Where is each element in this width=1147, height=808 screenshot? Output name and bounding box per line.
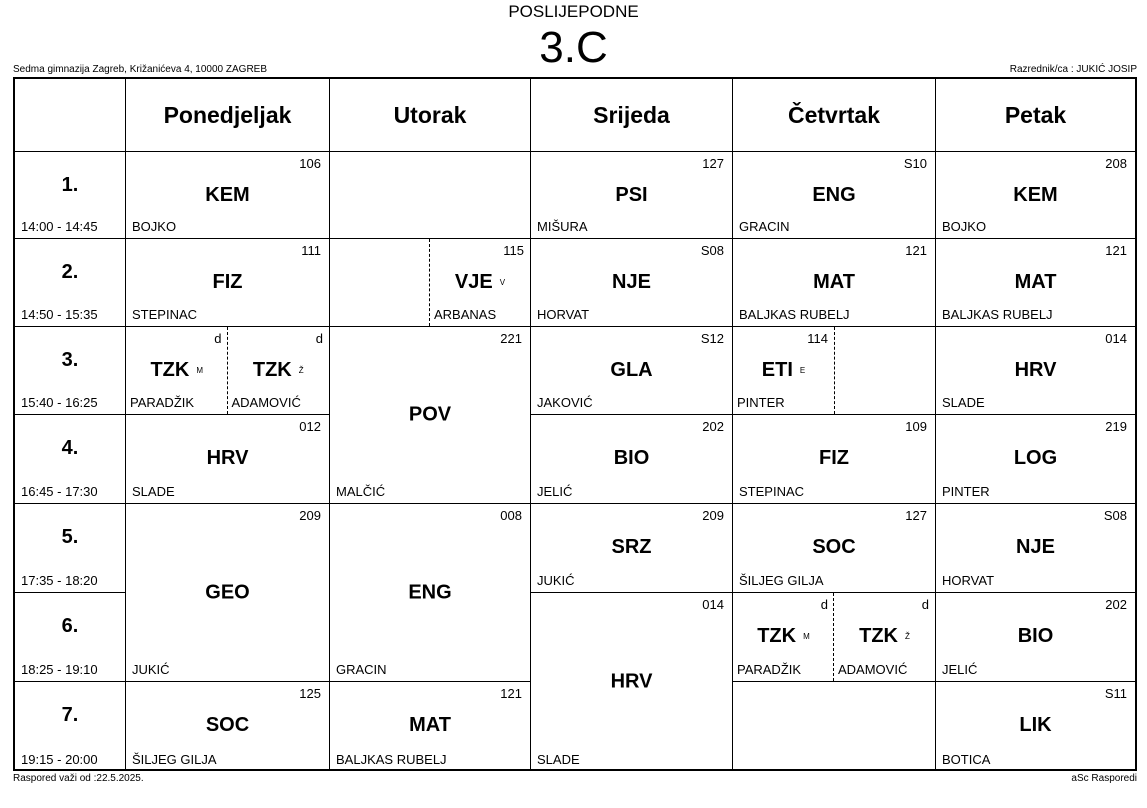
- subject-code: MAT: [813, 271, 855, 293]
- class-title: 3.C: [539, 23, 608, 72]
- subject-text: TZK: [252, 359, 292, 381]
- lesson-group: [833, 593, 935, 681]
- period-cell: [15, 239, 126, 327]
- teacher-name: BOJKO: [132, 219, 177, 234]
- lesson-cell-split: [126, 327, 330, 415]
- day-header-tuesday: Utorak: [330, 79, 531, 152]
- period-time: 17:35 - 18:20: [21, 573, 98, 588]
- shift-label: POSLIJEPODNE: [508, 2, 639, 21]
- subject-code: [733, 625, 834, 648]
- teacher-name: JELIĆ: [537, 484, 573, 499]
- teacher-name: HORVAT: [537, 307, 590, 322]
- class-teacher: Razrednik/ca : JUKIĆ JOSIP: [1009, 64, 1137, 75]
- lesson-cell: [936, 415, 1135, 504]
- lesson-cell: [733, 415, 936, 504]
- period-time: 14:00 - 14:45: [21, 219, 98, 234]
- teacher-name: PINTER: [942, 484, 990, 499]
- room-number: 115: [503, 243, 524, 258]
- room-number: d: [820, 597, 828, 612]
- group-tag: E: [799, 366, 806, 375]
- subject-code: SOC: [205, 714, 250, 736]
- lesson-cell: [531, 327, 733, 415]
- teacher-name: JELIĆ: [942, 662, 978, 677]
- teacher-name: BALJKAS RUBELJ: [336, 752, 447, 767]
- period-time: 18:25 - 19:10: [21, 662, 98, 677]
- subject-code: GEO: [205, 581, 250, 603]
- subject-code: NJE: [612, 271, 651, 293]
- period-cell: [15, 152, 126, 239]
- empty-lesson-cell: [733, 682, 936, 771]
- room-number: 012: [299, 419, 321, 434]
- period-cell: [15, 415, 126, 504]
- room-number: 014: [702, 597, 724, 612]
- day-header-thursday: Četvrtak: [733, 79, 936, 152]
- day-header-monday: Ponedjeljak: [126, 79, 330, 152]
- lesson-cell: [936, 327, 1135, 415]
- room-number: 121: [1105, 243, 1127, 258]
- lesson-cell-split: [733, 593, 936, 682]
- group-tag: M: [196, 366, 204, 375]
- subject-code: PSI: [615, 184, 648, 206]
- subject-code: ENG: [812, 184, 856, 206]
- lesson-cell: [126, 682, 330, 771]
- lesson-cell: [936, 239, 1135, 327]
- lesson-cell: [330, 682, 531, 771]
- lesson-group: [733, 593, 834, 681]
- room-number: 109: [905, 419, 927, 434]
- subject-code: HRV: [610, 670, 653, 693]
- subject-code: KEM: [205, 184, 250, 206]
- subject-code: ENG: [408, 581, 452, 603]
- software-brand: aSc Rasporedi: [1071, 773, 1137, 784]
- room-number: 202: [1105, 597, 1127, 612]
- teacher-name: BALJKAS RUBELJ: [942, 307, 1053, 322]
- period-number: 2.: [61, 261, 79, 283]
- subject-code: HRV: [206, 447, 249, 469]
- room-number: S08: [700, 243, 724, 258]
- timetable-grid: [13, 77, 1137, 771]
- lesson-cell: [936, 593, 1135, 682]
- school-address: Sedma gimnazija Zagreb, Križanićeva 4, 10000 ZAGREB: [13, 64, 268, 75]
- lesson-cell: [936, 152, 1135, 239]
- subject-code: [430, 271, 530, 294]
- period-number: 7.: [61, 704, 79, 726]
- lesson-cell: [126, 415, 330, 504]
- teacher-name: ADAMOVIĆ: [838, 662, 908, 677]
- lesson-cell-double: [330, 504, 531, 682]
- lesson-cell: [733, 239, 936, 327]
- lesson-cell-double: [126, 504, 330, 682]
- teacher-name: BALJKAS RUBELJ: [739, 307, 850, 322]
- day-header-friday: Petak: [936, 79, 1135, 152]
- teacher-name: MIŠURA: [537, 219, 588, 234]
- subject-text: ETI: [761, 359, 793, 381]
- period-number: 3.: [61, 349, 79, 371]
- subject-code: [228, 359, 330, 382]
- room-number: 125: [299, 686, 321, 701]
- room-number: 121: [500, 686, 522, 701]
- teacher-name: GRACIN: [336, 662, 387, 677]
- period-number: 1.: [61, 174, 79, 196]
- room-number: 121: [905, 243, 927, 258]
- period-time: 19:15 - 20:00: [21, 752, 98, 767]
- teacher-name: ŠILJEG GILJA: [739, 573, 824, 588]
- lesson-cell: [531, 239, 733, 327]
- room-number: S10: [903, 156, 927, 171]
- period-time: 16:45 - 17:30: [21, 484, 98, 499]
- subject-code: HRV: [1014, 359, 1057, 381]
- period-time: 14:50 - 15:35: [21, 307, 98, 322]
- lesson-group: [227, 327, 330, 414]
- room-number: d: [214, 331, 222, 346]
- lesson-cell-split: [733, 327, 936, 415]
- room-number: 127: [702, 156, 724, 171]
- room-number: 219: [1105, 419, 1127, 434]
- period-number: 4.: [61, 437, 79, 459]
- room-number: 209: [299, 508, 321, 523]
- corner-cell: [15, 79, 126, 152]
- teacher-name: MALČIĆ: [336, 484, 386, 499]
- subject-code: POV: [408, 403, 452, 426]
- room-number: S11: [1104, 686, 1127, 701]
- room-number: d: [315, 331, 323, 346]
- lesson-cell: [936, 682, 1135, 771]
- group-tag: V: [499, 278, 506, 287]
- lesson-cell: [733, 504, 936, 593]
- lesson-cell: [531, 415, 733, 504]
- lesson-cell: [531, 504, 733, 593]
- teacher-name: HORVAT: [942, 573, 995, 588]
- subject-text: TZK: [757, 625, 797, 647]
- lesson-cell: [733, 152, 936, 239]
- teacher-name: PARADŽIK: [130, 395, 195, 410]
- lesson-cell: [126, 152, 330, 239]
- room-number: 208: [1105, 156, 1127, 171]
- lesson-cell: [126, 239, 330, 327]
- subject-code: KEM: [1013, 184, 1058, 206]
- valid-from: Raspored važi od :22.5.2025.: [13, 773, 144, 784]
- room-number: 014: [1105, 331, 1127, 346]
- subject-code: MAT: [1014, 271, 1057, 293]
- room-number: S12: [700, 331, 724, 346]
- teacher-name: JAKOVIĆ: [537, 395, 593, 410]
- room-number: 114: [807, 331, 828, 346]
- lesson-cell-double: [531, 593, 733, 771]
- teacher-name: STEPINAC: [739, 484, 805, 499]
- subject-text: TZK: [859, 625, 898, 647]
- room-number: S08: [1103, 508, 1127, 523]
- subject-code: [834, 625, 935, 648]
- room-number: 202: [702, 419, 724, 434]
- teacher-name: ADAMOVIĆ: [231, 395, 301, 410]
- subject-text: TZK: [150, 359, 190, 381]
- subject-code: [733, 359, 834, 382]
- teacher-name: JUKIĆ: [537, 573, 575, 588]
- lesson-group: [733, 327, 835, 414]
- period-cell: [15, 327, 126, 415]
- group-tag: Ž: [905, 632, 910, 641]
- room-number: 008: [500, 508, 522, 523]
- subject-code: BIO: [1017, 625, 1054, 647]
- subject-code: LOG: [1013, 447, 1058, 469]
- subject-code: LIK: [1019, 714, 1052, 736]
- subject-code: NJE: [1016, 536, 1055, 558]
- subject-code: GLA: [610, 359, 653, 381]
- subject-code: FIZ: [819, 447, 849, 469]
- lesson-cell: [531, 152, 733, 239]
- lesson-group: [126, 327, 228, 414]
- teacher-name: PARADŽIK: [737, 662, 802, 677]
- subject-code: SOC: [812, 536, 856, 558]
- teacher-name: BOJKO: [942, 219, 987, 234]
- period-number: 5.: [61, 526, 79, 548]
- teacher-name: ŠILJEG GILJA: [132, 752, 217, 767]
- period-cell: [15, 504, 126, 593]
- teacher-name: SLADE: [132, 484, 175, 499]
- room-number: 221: [500, 331, 522, 346]
- period-time: 15:40 - 16:25: [21, 395, 98, 410]
- subject-code: [126, 359, 228, 382]
- lesson-group: [429, 239, 530, 326]
- subject-text: VJE: [454, 271, 493, 293]
- teacher-name: PINTER: [737, 395, 785, 410]
- teacher-name: ARBANAS: [434, 307, 497, 322]
- empty-lesson-cell: [330, 152, 531, 239]
- teacher-name: BOTICA: [942, 752, 991, 767]
- subject-code: MAT: [409, 714, 451, 736]
- room-number: 209: [702, 508, 724, 523]
- lesson-cell-split: [330, 239, 531, 327]
- teacher-name: JUKIĆ: [132, 662, 170, 677]
- room-number: 127: [905, 508, 927, 523]
- lesson-cell: [936, 504, 1135, 593]
- subject-code: SRZ: [611, 536, 652, 558]
- group-tag: M: [803, 632, 810, 641]
- period-cell: [15, 593, 126, 682]
- subject-code: FIZ: [212, 271, 243, 293]
- lesson-cell-double: [330, 327, 531, 504]
- teacher-name: SLADE: [537, 752, 580, 767]
- room-number: 106: [299, 156, 321, 171]
- period-number: 6.: [61, 615, 79, 637]
- teacher-name: STEPINAC: [132, 307, 198, 322]
- period-cell: [15, 682, 126, 771]
- teacher-name: GRACIN: [739, 219, 790, 234]
- subject-code: BIO: [613, 447, 650, 469]
- room-number: d: [921, 597, 929, 612]
- day-header-wednesday: Srijeda: [531, 79, 733, 152]
- teacher-name: SLADE: [942, 395, 985, 410]
- room-number: 111: [301, 243, 321, 258]
- group-tag: Ž: [298, 366, 304, 375]
